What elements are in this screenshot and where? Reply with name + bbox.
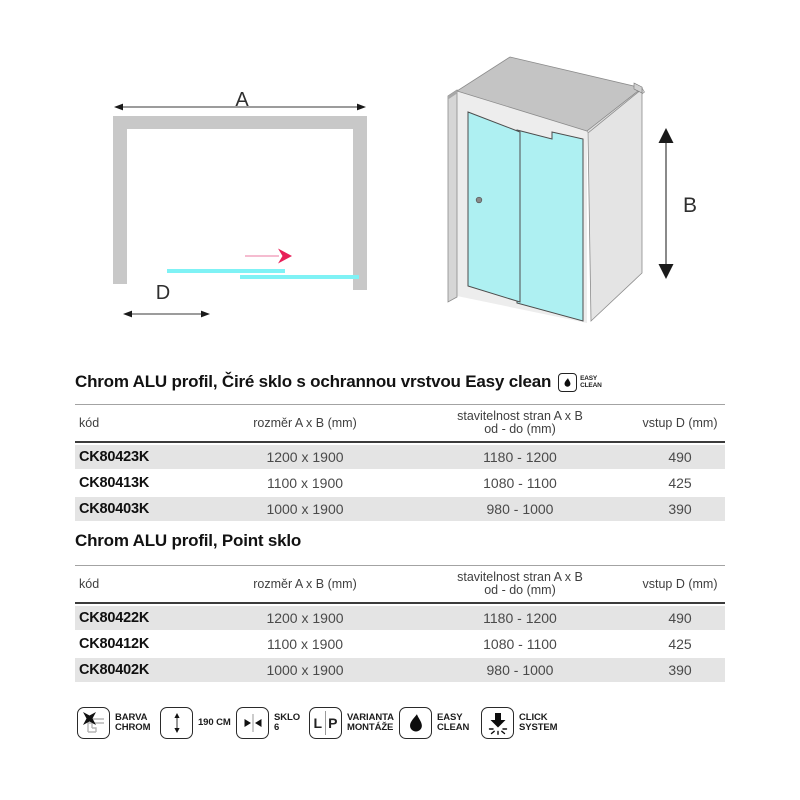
dim-d-arrow — [123, 311, 210, 318]
table-row — [75, 658, 725, 682]
dim-d-label: D — [155, 282, 171, 304]
cell-kod: CK80402K — [79, 662, 150, 678]
header-cell-vstup: vstup D (mm) — [642, 577, 718, 591]
feature-badge-easy-clean — [399, 707, 469, 739]
header-cell-kod: kód — [79, 416, 100, 430]
feature-label: BARVA CHROM — [115, 711, 151, 733]
table-header — [75, 565, 725, 604]
dim-b-label: B — [682, 194, 698, 217]
cell-vstup: 390 — [668, 662, 692, 678]
cell-stavitelnost: 1180 - 1200 — [483, 609, 557, 626]
glass-panel-left — [468, 112, 520, 302]
glass-line-sliding — [240, 275, 359, 279]
cell-kod: CK80422K — [79, 610, 150, 626]
front-view-diagram — [95, 75, 385, 335]
cell-stavitelnost: 980 - 1000 — [486, 500, 554, 517]
cell-kod: CK80403K — [79, 501, 150, 517]
click-system-icon — [481, 707, 514, 739]
header-cell-rozmer: rozměr A x B (mm) — [253, 416, 357, 430]
cell-vstup: 425 — [668, 475, 692, 491]
cell-rozmer: 1100 x 1900 — [266, 636, 344, 652]
cell-rozmer: 1000 x 1900 — [266, 501, 344, 517]
cell-rozmer: 1200 x 1900 — [266, 610, 344, 626]
section-title-text: Chrom ALU profil, Point sklo — [75, 531, 302, 550]
feature-badge-sklo — [236, 707, 300, 739]
section-title-point — [75, 531, 301, 551]
dim-a-label: A — [235, 89, 249, 111]
feature-label: SKLO 6 — [274, 711, 300, 733]
cell-rozmer: 1100 x 1900 — [266, 475, 344, 491]
table-row — [75, 632, 725, 656]
table-header — [75, 404, 725, 443]
cell-kod: CK80413K — [79, 475, 150, 491]
divider — [325, 711, 326, 735]
section-title-easy-clean — [75, 372, 602, 392]
header-cell-stavitelnost: stavitelnost stran A x B od - do (mm) — [457, 409, 583, 436]
header-cell-stavitelnost: stavitelnost stran A x B od - do (mm) — [457, 570, 583, 597]
header-cell-kod: kód — [79, 577, 100, 591]
header-cell-rozmer: rozměr A x B (mm) — [253, 577, 357, 591]
slide-direction-arrow — [245, 249, 292, 264]
glass-panel-right — [517, 130, 583, 321]
wall-left — [448, 90, 457, 302]
cell-stavitelnost: 980 - 1000 — [486, 661, 554, 678]
iso-view-diagram — [430, 40, 730, 340]
height-arrow-icon — [160, 707, 193, 739]
table-row — [75, 606, 725, 630]
droplet-icon — [558, 373, 577, 392]
easy-clean-badge — [558, 373, 601, 392]
table-row — [75, 445, 725, 469]
easy-clean-badge-label: EASY CLEAN — [580, 375, 602, 389]
feature-badge-height — [160, 707, 231, 739]
feature-label: 190 CM — [198, 716, 231, 728]
cell-rozmer: 1000 x 1900 — [266, 662, 344, 678]
cell-kod: CK80412K — [79, 636, 150, 652]
feature-label: VARIANTA MONTÁŽE — [347, 711, 394, 733]
cell-vstup: 425 — [668, 636, 692, 652]
cell-stavitelnost: 1080 - 1100 — [483, 635, 557, 652]
chrome-profile-icon — [77, 707, 110, 739]
feature-badge-click-system — [481, 707, 557, 739]
glass-line-fixed — [167, 269, 285, 273]
feature-badge-varianta — [309, 707, 394, 739]
spec-table-point — [75, 565, 725, 682]
table-row — [75, 497, 725, 521]
cell-kod: CK80423K — [79, 449, 150, 465]
feature-label: CLICK SYSTEM — [519, 711, 558, 733]
cell-vstup: 490 — [668, 449, 692, 465]
cell-rozmer: 1200 x 1900 — [266, 449, 344, 465]
dim-b-arrow — [659, 128, 674, 279]
glass-thickness-icon — [236, 707, 269, 739]
feature-badge-barva-chrom — [77, 707, 150, 739]
cell-vstup: 390 — [668, 501, 692, 517]
frame-profile — [113, 116, 367, 290]
cell-vstup: 490 — [668, 610, 692, 626]
lp-variant-icon: L P — [309, 707, 342, 739]
spec-table-easy-clean — [75, 404, 725, 521]
header-cell-vstup: vstup D (mm) — [642, 416, 718, 430]
section-title-text: Chrom ALU profil, Čiré sklo s ochrannou vrstvou Easy clean — [75, 372, 552, 391]
feature-label: EASY CLEAN — [437, 711, 470, 733]
table-row — [75, 471, 725, 495]
droplet-icon — [399, 707, 432, 739]
cell-stavitelnost: 1180 - 1200 — [483, 448, 557, 465]
cell-stavitelnost: 1080 - 1100 — [483, 474, 557, 491]
door-knob — [476, 197, 482, 203]
